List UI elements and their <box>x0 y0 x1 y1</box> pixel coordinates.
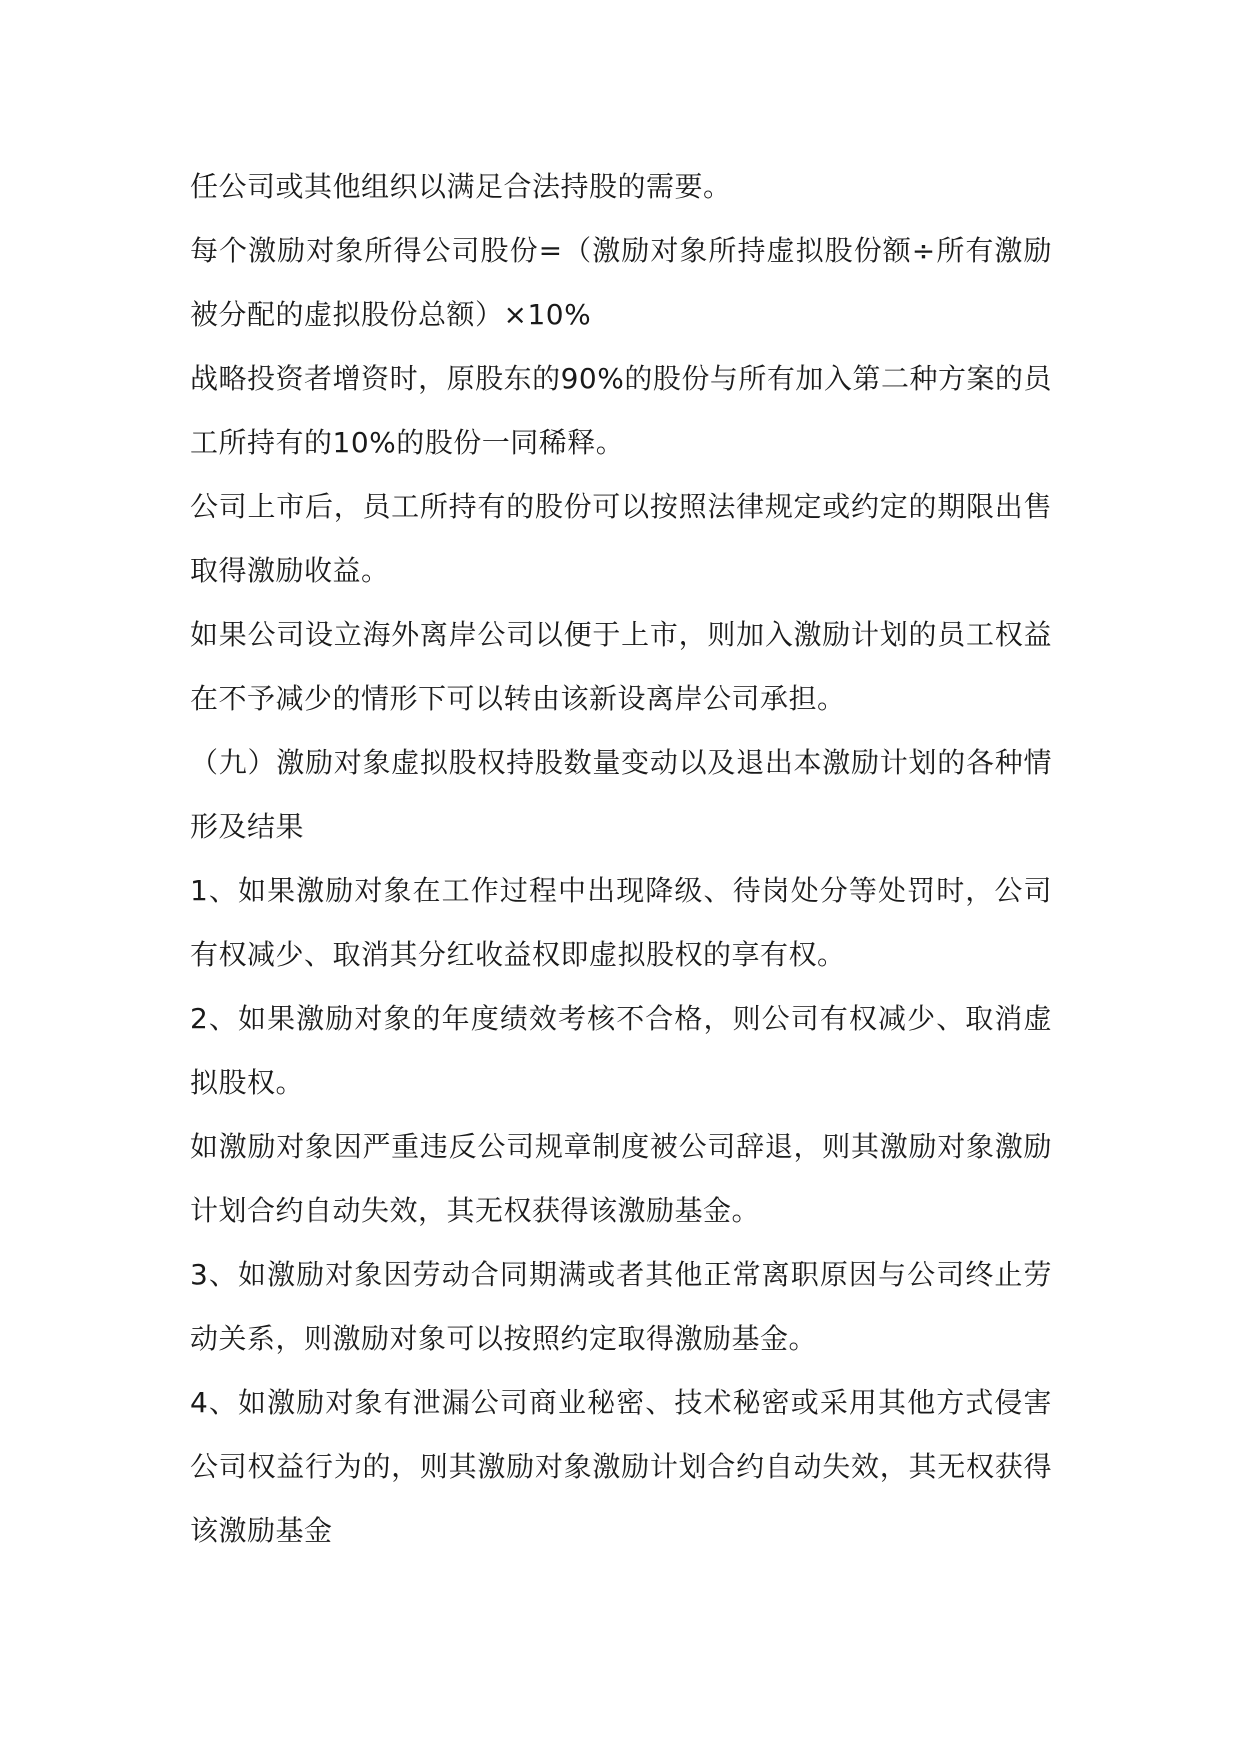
paragraph-offshore-company: 如果公司设立海外离岸公司以便于上市，则加入激励计划的员工权益在不予减少的情形下可以转由该新设离岸公司承担。 <box>190 618 1052 715</box>
paragraph-dilution: 战略投资者增资时，原股东的90%的股份与所有加入第二种方案的员工所持有的10%的股份一同稀释。 <box>190 362 1052 459</box>
section-heading-nine: （九）激励对象虚拟股权持股数量变动以及退出本激励计划的各种情形及结果 <box>190 746 1052 843</box>
list-item-3-contract-expiry: 3、如激励对象因劳动合同期满或者其他正常离职原因与公司终止劳动关系，则激励对象可以按照约定取得激励基金。 <box>190 1258 1052 1355</box>
list-item-2-performance: 2、如果激励对象的年度绩效考核不合格，则公司有权减少、取消虚拟股权。 <box>190 1002 1052 1099</box>
list-item-1-demotion: 1、如果激励对象在工作过程中出现降级、待岗处分等处罚时，公司有权减少、取消其分红收益权即虚拟股权的享有权。 <box>190 874 1052 971</box>
paragraph-post-ipo-sale: 公司上市后，员工所持有的股份可以按照法律规定或约定的期限出售取得激励收益。 <box>190 490 1052 587</box>
paragraph-shareholding-need: 任公司或其他组织以满足合法持股的需要。 <box>190 170 732 203</box>
document-body <box>190 155 1052 1563</box>
paragraph-share-formula: 每个激励对象所得公司股份=（激励对象所持虚拟股份额÷所有激励被分配的虚拟股份总额）×10% <box>190 234 1052 331</box>
paragraph-dismissal: 如激励对象因严重违反公司规章制度被公司辞退，则其激励对象激励计划合约自动失效，其无权获得该激励基金。 <box>190 1130 1052 1227</box>
list-item-4-confidentiality-breach: 4、如激励对象有泄漏公司商业秘密、技术秘密或采用其他方式侵害公司权益行为的，则其激励对象激励计划合约自动失效，其无权获得该激励基金 <box>190 1386 1052 1547</box>
